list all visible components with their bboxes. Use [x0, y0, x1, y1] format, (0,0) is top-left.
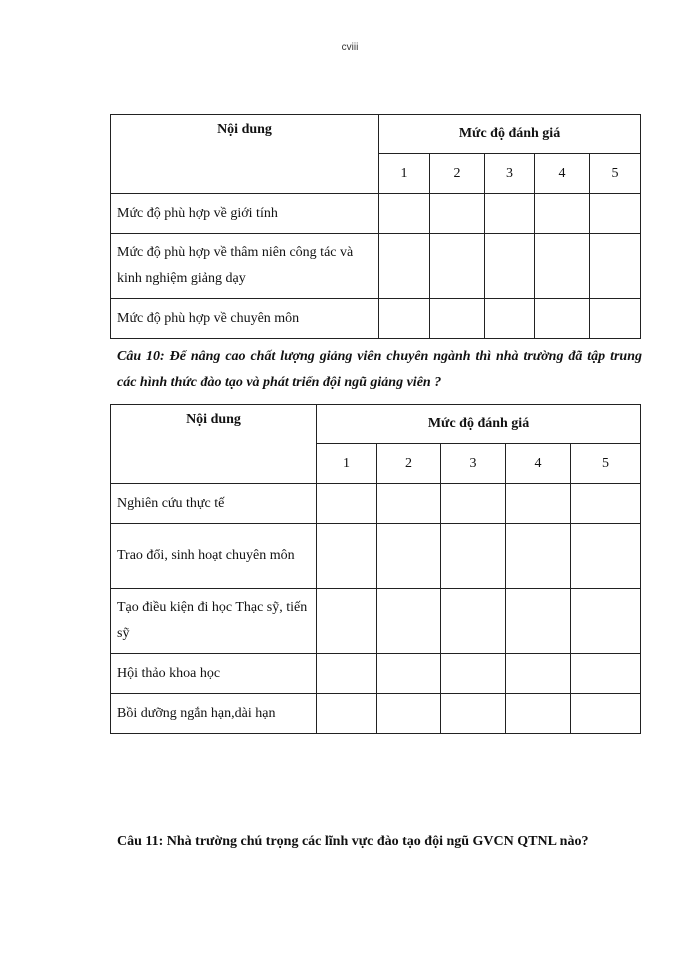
rating-cell[interactable]: [377, 694, 441, 734]
rating-cell[interactable]: [535, 299, 590, 339]
table-row: [111, 194, 641, 234]
rating-cell[interactable]: [317, 484, 377, 524]
rating-cell[interactable]: [571, 589, 641, 654]
row-label-expertise: Mức độ phù hợp về chuyên môn: [111, 299, 379, 339]
table-row: [111, 694, 641, 734]
rating-cell[interactable]: [377, 654, 441, 694]
rating-cell[interactable]: [430, 234, 485, 299]
question-11: Câu 11: Nhà trường chú trọng các lĩnh vực đào tạo đội ngũ GVCN QTNL nào?: [117, 834, 589, 849]
header-content: Nội dung: [111, 115, 379, 194]
row-label-seniority: Mức độ phù hợp về thâm niên công tác và kinh nghiệm giảng dạy: [111, 234, 379, 299]
rating-cell[interactable]: [571, 654, 641, 694]
rating-cell[interactable]: [441, 694, 506, 734]
row-label-conference: Hội thảo khoa học: [111, 654, 317, 694]
rating-cell[interactable]: [441, 484, 506, 524]
rating-cell[interactable]: [317, 589, 377, 654]
table-row: [111, 484, 641, 524]
rating-cell[interactable]: [590, 234, 641, 299]
rating-cell[interactable]: [485, 194, 535, 234]
rating-cell[interactable]: [377, 524, 441, 589]
rating-cell[interactable]: [379, 194, 430, 234]
rating-cell[interactable]: [535, 234, 590, 299]
rating-cell[interactable]: [441, 589, 506, 654]
header-content: Nội dung: [111, 405, 317, 484]
rating-cell[interactable]: [590, 299, 641, 339]
rating-cell[interactable]: [377, 484, 441, 524]
rating-cell[interactable]: [317, 694, 377, 734]
rating-cell[interactable]: [506, 484, 571, 524]
header-rating-level: Mức độ đánh giá: [317, 405, 641, 444]
rating-cell[interactable]: [430, 299, 485, 339]
scale-5: 5: [571, 444, 641, 484]
row-label-graduate-study: Tạo điều kiện đi học Thạc sỹ, tiến sỹ: [111, 589, 317, 654]
scale-2: 2: [430, 154, 485, 194]
rating-cell[interactable]: [571, 694, 641, 734]
rating-table-suitability: [110, 114, 641, 339]
rating-cell[interactable]: [571, 484, 641, 524]
table-row: [111, 654, 641, 694]
rating-cell[interactable]: [506, 524, 571, 589]
row-label-exchange: Trao đổi, sinh hoạt chuyên môn: [111, 524, 317, 589]
rating-cell[interactable]: [506, 654, 571, 694]
page-number: cviii: [341, 42, 359, 53]
rating-cell[interactable]: [441, 524, 506, 589]
rating-table-training-forms: [110, 404, 641, 734]
rating-cell[interactable]: [506, 589, 571, 654]
rating-cell[interactable]: [485, 299, 535, 339]
rating-cell[interactable]: [590, 194, 641, 234]
header-rating-level: Mức độ đánh giá: [379, 115, 641, 154]
rating-cell[interactable]: [317, 654, 377, 694]
rating-cell[interactable]: [506, 694, 571, 734]
scale-5: 5: [590, 154, 641, 194]
table-row: [111, 234, 641, 299]
table-row: [111, 299, 641, 339]
scale-2: 2: [377, 444, 441, 484]
rating-cell[interactable]: [485, 234, 535, 299]
row-label-field-research: Nghiên cứu thực tế: [111, 484, 317, 524]
table-row: [111, 589, 641, 654]
scale-4: 4: [506, 444, 571, 484]
rating-cell[interactable]: [571, 524, 641, 589]
question-10: Câu 10: Để nâng cao chất lượng giảng viên chuyên ngành thì nhà trường đã tập trung các hình thức đào tạo và phát triển đội ngũ giảng viên ?: [117, 349, 642, 390]
rating-cell[interactable]: [430, 194, 485, 234]
rating-cell[interactable]: [441, 654, 506, 694]
scale-3: 3: [441, 444, 506, 484]
rating-cell[interactable]: [535, 194, 590, 234]
rating-cell[interactable]: [379, 234, 430, 299]
rating-cell[interactable]: [377, 589, 441, 654]
scale-4: 4: [535, 154, 590, 194]
table-row: [111, 524, 641, 589]
scale-3: 3: [485, 154, 535, 194]
rating-cell[interactable]: [379, 299, 430, 339]
rating-cell[interactable]: [317, 524, 377, 589]
scale-1: 1: [379, 154, 430, 194]
row-label-short-long-training: Bồi dưỡng ngắn hạn,dài hạn: [111, 694, 317, 734]
scale-1: 1: [317, 444, 377, 484]
row-label-gender: Mức độ phù hợp về giới tính: [111, 194, 379, 234]
